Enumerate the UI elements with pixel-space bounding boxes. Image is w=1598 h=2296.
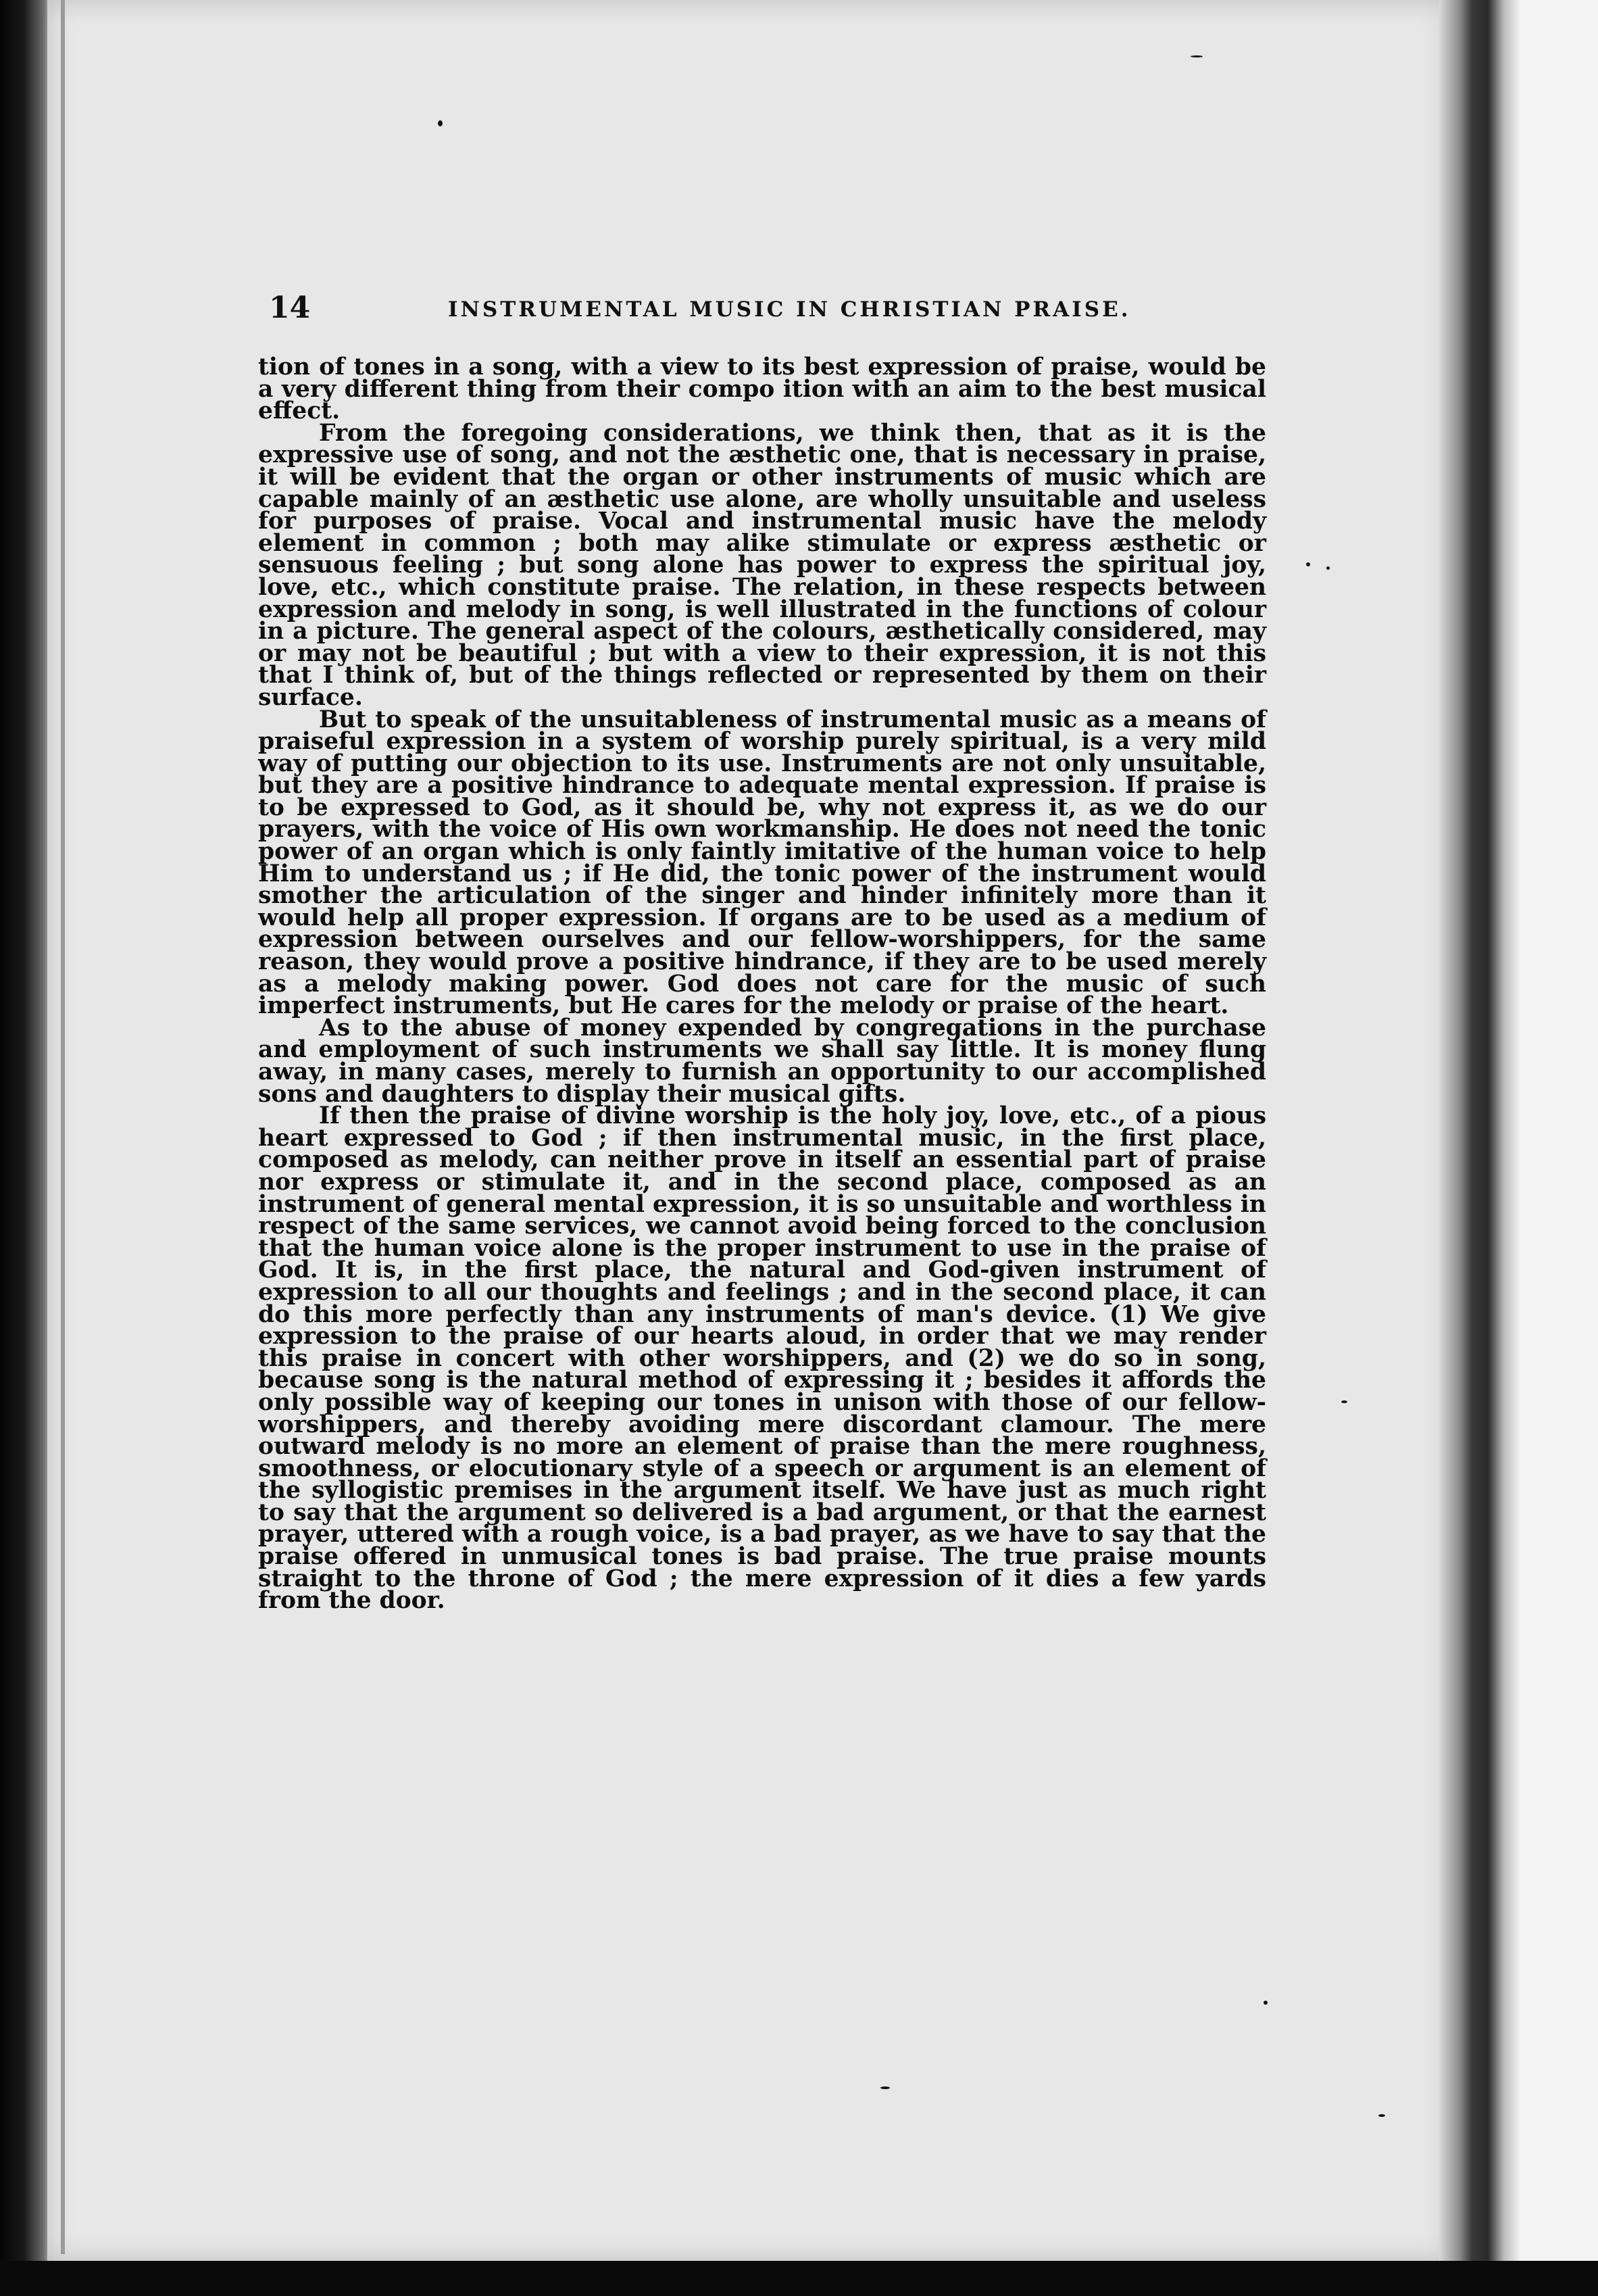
body-text [258, 353, 1266, 1615]
scan-speck [438, 120, 443, 126]
scan-speck [1341, 1400, 1347, 1403]
scan-speck [1378, 2114, 1385, 2117]
book-binding-shadow [1439, 0, 1520, 2296]
paragraph: As to the abuse of money expended by congregations in the purchase and employment of such instruments we shall say little. It is money flung away, in many cases, merely to furnish an opportunity to our accomplished sons and daughters to display their musical gifts. [258, 1014, 1266, 1108]
scan-speck [1191, 55, 1203, 57]
scan-speck [1264, 2001, 1268, 2005]
paragraph: But to speak of the unsuitableness of instrumental music as a means of praiseful expression in a system of worship purely spiritual, is a very mild way of putting our objection to its use. Instruments are not only unsuitable, but they are a positive hindrance to adequate mental expression. If praise is to be expressed to God, as it should be, why not express it, as we do our prayers, with the voice of His own workmanship. He does not need the tonic power of an organ which is only faintly imitative of the human voice to help Him to understand us ; if He did, the tonic power of the instrument would smother the articulation of the singer and hinder infinitely more than it would help all proper expression. If organs are to be used as a medium of expression between ourselves and our fellow-worshippers, for the same reason, they would prove a positive hindrance, if they are to be used merely as a melody making power. God does not care for the music of such imperfect instruments, but He cares for the melody or praise of the heart. [258, 706, 1266, 1020]
scan-speck [1306, 562, 1310, 566]
running-title: INSTRUMENTAL MUSIC IN CHRISTIAN PRAISE. [448, 297, 1131, 322]
page-edge-line [61, 0, 65, 2254]
scan-speck [880, 2086, 890, 2089]
scan-speck [1326, 566, 1330, 570]
paragraph: From the foregoing considerations, we think then, that as it is the expressive use of song, and not the æsthetic one, that is necessary in praise, it will be evident that the organ or other instruments of music which are capable mainly of an æsthetic use alone, are wholly unsuitable and useless for purposes of praise. Vocal and instrumental music have the melody element in common ; both may alike stimulate or express æsthetic or sensuous feeling ; but song alone has power to express the spiritual joy, love, etc., which constitute praise. The relation, in these respects between expression and melody in song, is well illustrated in the functions of colour in a picture. The general aspect of the colours, æsthetically considered, may or may not be beautiful ; but with a view to their expression, it is not this that I think of, but of the things reflected or represented by them on their surface. [258, 419, 1266, 711]
page-number: 14 [269, 291, 311, 325]
paragraph: If then the praise of divine worship is the holy joy, love, etc., of a pious heart expressed to God ; if then instrumental music, in the first place, composed as melody, can neither prove in itself an essential part of praise nor express or stimulate it, and in the second place, composed as an instrument of general mental expression, it is so unsuitable and worthless in respect of the same services, we cannot avoid being forced to the conclusion that the human voice alone is the proper instrument to use in the praise of God. It is, in the first place, the natural and God-given instrument of expression to all our thoughts and feelings ; and in the second place, it can do this more perfectly than any instruments of man's device. (1) We give expression to the praise of our hearts aloud, in order that we may render this praise in concert with other worshippers, and (2) we do so in song, because song is the natural method of expressing it ; besides it affords the only possible way of keeping our tones in unison with those of our fellow-worshippers, and thereby avoiding mere discordant clamour. The mere outward melody is no more an element of praise than the mere roughness, smoothness, or elocutionary style of a speech or argument is an element of the syllogistic premises in the argument itself. We have just as much right to say that the argument so delivered is a bad argument, or that the earnest prayer, uttered with a rough voice, is a bad prayer, as we have to say that the praise offered in unmusical tones is bad praise. The true praise mounts straight to the throne of God ; the mere expression of it dies a few yards from the door. [258, 1102, 1266, 1615]
scan-right-margin [1520, 0, 1598, 2296]
scan-left-edge [0, 0, 54, 2296]
paragraph: tion of tones in a song, with a view to its best expression of praise, would be a very different thing from their compo ition with an aim to the best musical effect. [258, 353, 1266, 425]
running-head [269, 291, 1262, 324]
scan-bottom-edge [0, 2261, 1598, 2296]
